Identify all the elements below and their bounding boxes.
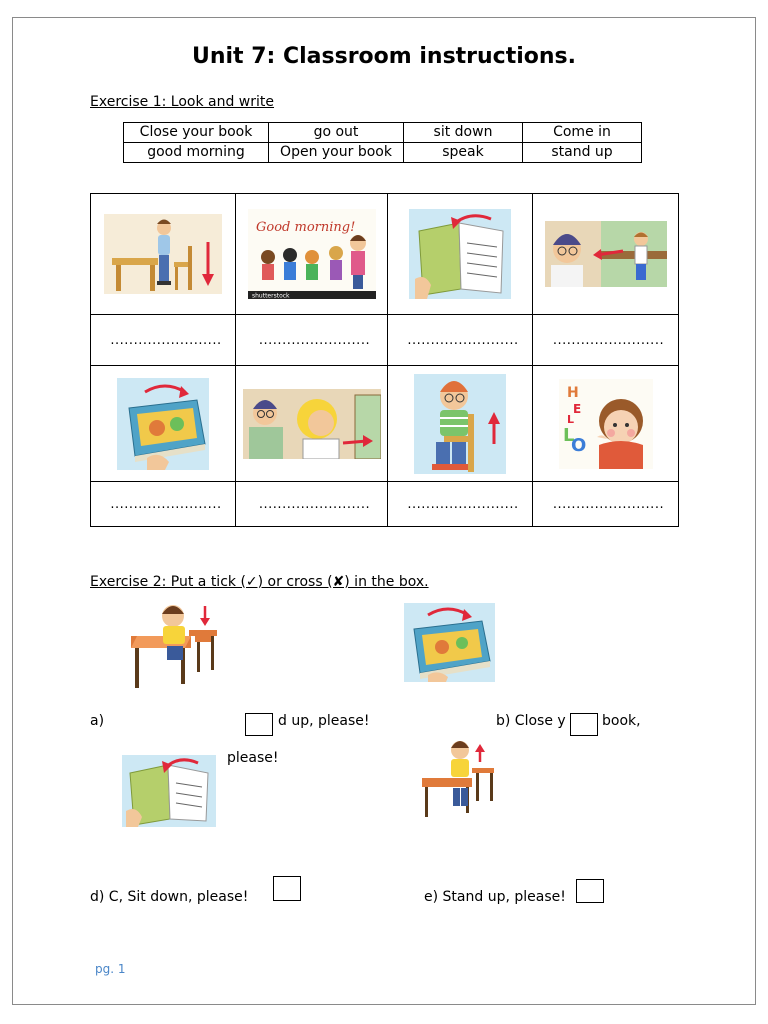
picture-row [91, 194, 679, 315]
please-text: please! [227, 750, 279, 766]
picture-cell-stand-up [388, 366, 533, 482]
good-morning-picture [248, 209, 376, 299]
close-book-picture [117, 378, 209, 470]
word-cell: good morning [124, 143, 269, 163]
picture-cell-close-book [91, 366, 236, 482]
word-bank-row [124, 123, 642, 143]
question-e-text: e) Stand up, please! [424, 889, 566, 905]
answer-blank[interactable]: ........................ [91, 482, 236, 527]
go-out-picture [243, 389, 381, 459]
page-number: pg. 1 [95, 962, 126, 976]
answer-blank[interactable]: ........................ [533, 482, 679, 527]
answer-blank[interactable]: ........................ [236, 315, 388, 366]
answer-box-a[interactable] [245, 713, 273, 736]
answer-box-d[interactable] [273, 876, 301, 901]
picture-cell-go-out [236, 366, 388, 482]
question-b-text: book, [602, 713, 641, 729]
picture-row [91, 366, 679, 482]
picture-cell-come-in [533, 194, 679, 315]
answer-blank[interactable]: ........................ [388, 482, 533, 527]
word-cell: Come in [523, 123, 642, 143]
close-book-picture-2 [404, 603, 495, 682]
stand-up-picture [414, 374, 506, 474]
answer-blank[interactable]: ........................ [236, 482, 388, 527]
speak-picture [559, 379, 653, 469]
word-bank-row [124, 143, 642, 163]
good-morning-sign-text: Good morning! [255, 220, 355, 235]
question-a-text: d up, please! [278, 713, 370, 729]
hello-letter: E [572, 401, 581, 416]
answer-box-e[interactable] [576, 879, 604, 903]
sit-down-picture [104, 214, 222, 294]
open-book-picture [409, 209, 511, 299]
stand-at-desk-picture [420, 740, 496, 818]
answer-row [91, 482, 679, 527]
hello-letter: L [562, 424, 574, 446]
word-cell: Close your book [124, 123, 269, 143]
picture-cell-sit-down [91, 194, 236, 315]
word-cell: speak [404, 143, 523, 163]
word-cell: go out [269, 123, 404, 143]
exercise2-heading: Exercise 2: Put a tick (✓) or cross (✘) in the box. [90, 574, 429, 590]
exercise1-heading: Exercise 1: Look and write [90, 94, 275, 110]
hello-letter: H [566, 384, 579, 401]
question-a-label: a) [90, 713, 105, 729]
answer-blank[interactable]: ........................ [533, 315, 679, 366]
picture-cell-speak [533, 366, 679, 482]
picture-cell-good-morning [236, 194, 388, 315]
answer-blank[interactable]: ........................ [91, 315, 236, 366]
word-cell: sit down [404, 123, 523, 143]
answer-blank[interactable]: ........................ [388, 315, 533, 366]
come-in-picture [545, 221, 667, 287]
hello-letter: O [570, 434, 586, 456]
picture-cell-open-book [388, 194, 533, 315]
page-title: Unit 7: Classroom instructions. [191, 44, 577, 69]
hello-letter: L [566, 412, 574, 426]
picture-grid [90, 193, 679, 527]
word-bank-table [123, 122, 642, 163]
watermark-text: shutterstock [251, 292, 290, 299]
answer-row [91, 315, 679, 366]
answer-box-b[interactable] [570, 713, 598, 736]
word-cell: stand up [523, 143, 642, 163]
sit-at-desk-picture [125, 602, 225, 690]
word-cell: Open your book [269, 143, 404, 163]
open-book-picture-2 [122, 755, 216, 827]
question-d-text: d) C, Sit down, please! [90, 889, 249, 905]
question-b-label: b) Close y [496, 713, 566, 729]
